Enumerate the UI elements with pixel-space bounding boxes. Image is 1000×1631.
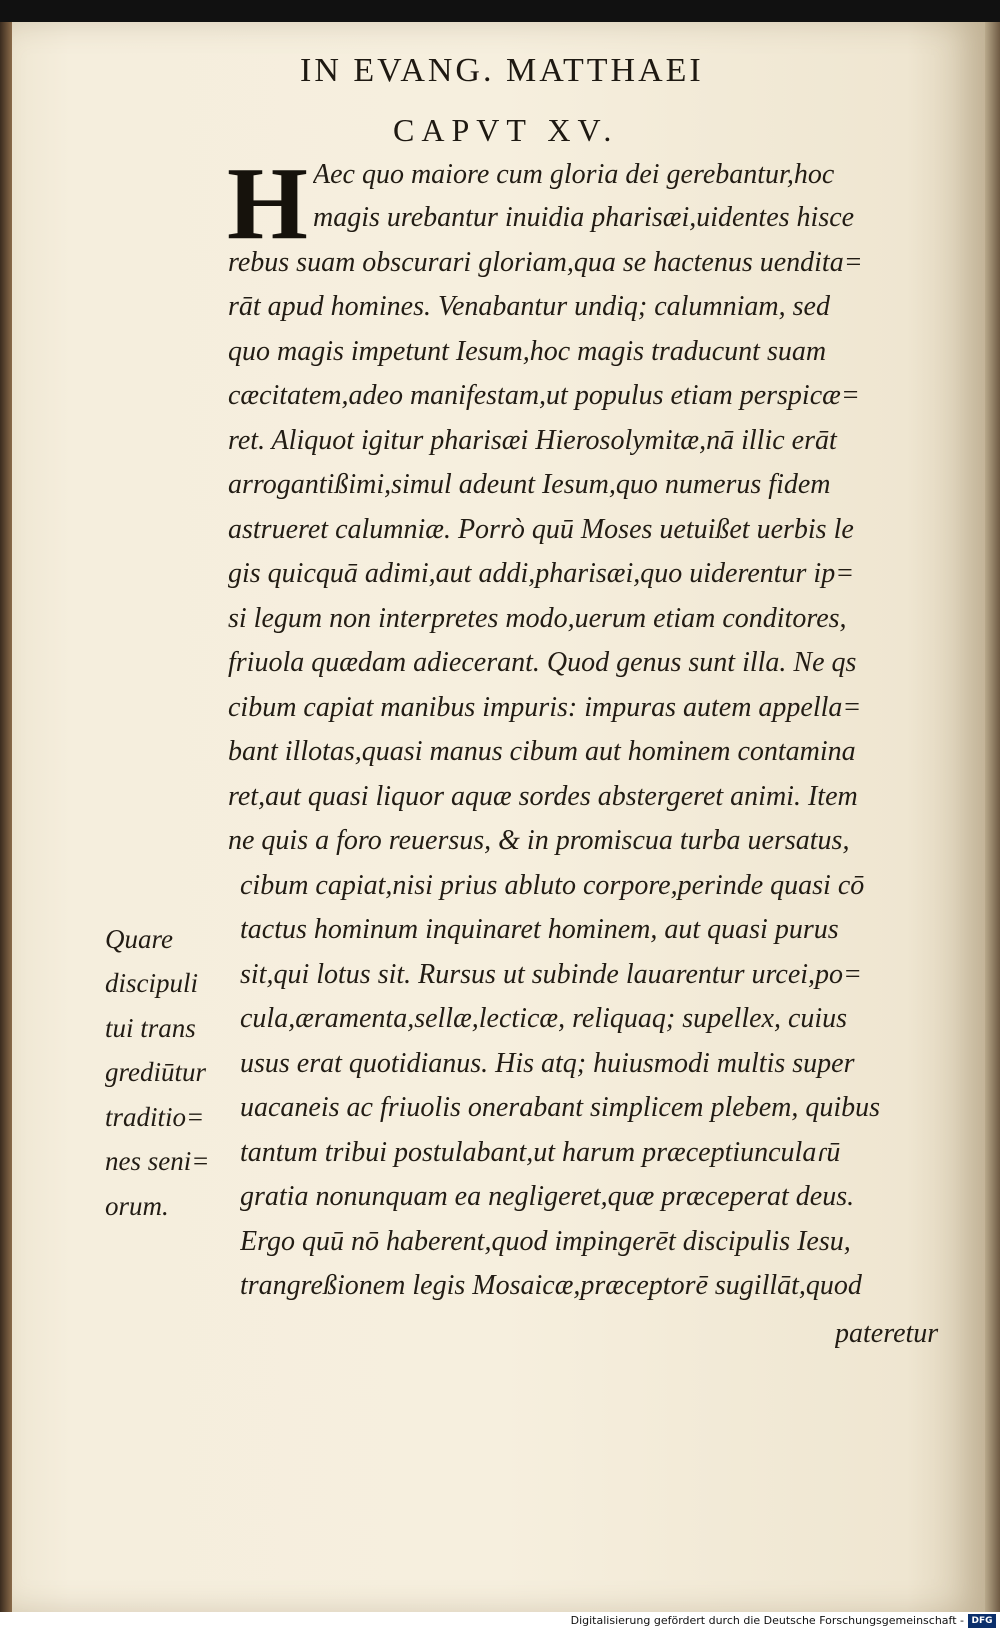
text-line: uacaneis ac friuolis onerabant simplicem plebem, quibus [240,1092,881,1123]
text-line: arrogantißimi,simul adeunt Iesum,quo numerus fidem [228,469,831,500]
text-line: cula,æramenta,sellæ,lecticæ, reliquaq; supellex, cuius [240,1003,848,1034]
text-line: Ergo quū nō haberent,quod impingerēt discipulis Iesu, [240,1226,851,1257]
scan-top-band [0,0,1000,22]
book-edge-right [985,22,1000,1612]
margin-note-line: traditio= [105,1102,205,1132]
text-line: cibum capiat manibus impuris: impuras autem appella= [228,692,862,723]
text-line: ret. Aliquot igitur pharisæi Hierosolymitæ,nā illic erāt [228,425,837,456]
text-line: magis urebantur inuidia pharisæi,uidentes hisce [313,202,855,233]
text-line: rebus suam obscurari gloriam,qua se hactenus uendita= [228,247,863,278]
margin-note-line: Quare [105,924,173,954]
margin-note-line: discipuli [105,968,198,998]
text-line: tantum tribui postulabant,ut harum præceptiunculaɾū [240,1137,841,1168]
text-line: ne quis a foro reuersus, & in promiscua turba uersatus, [228,825,850,856]
dfg-logo: DFG [968,1614,996,1628]
margin-note-line: nes seni= [105,1146,210,1176]
text-line: rāt apud homines. Venabantur undiq; calumniam, sed [228,291,830,322]
chapter-heading: CAPVT XV. [393,112,619,148]
text-line: si legum non interpretes modo,uerum etiam conditores, [228,603,847,634]
text-line: friuola quædam adiecerant. Quod genus sunt illa. Ne qs [228,647,857,678]
margin-note-line: orum. [105,1191,169,1221]
running-header: IN EVANG. MATTHAEI [300,52,704,89]
text-line: Aec quo maiore cum gloria dei gerebantur,hoc [313,159,835,190]
text-line: bant illotas,quasi manus cibum aut hominem contamina [228,736,856,767]
text-line: ret,aut quasi liquor aquæ sordes abstergeret animi. Item [228,781,858,812]
catchword: pateretur [835,1318,939,1349]
text-line: tactus hominum inquinaret hominem, aut quasi purus [240,914,839,945]
text-line: cæcitatem,adeo manifestam,ut populus etiam perspicæ= [228,380,860,411]
text-line: trangreßionem legis Mosaicæ,præceptorē sugillāt,quod [240,1270,862,1301]
text-line: gratia nonunquam ea negligeret,quæ præceperat deus. [240,1181,855,1212]
text-line: quo magis impetunt Iesum,hoc magis traducunt suam [228,336,827,367]
text-line: gis quicquā adimi,aut addi,pharisæi,quo uiderentur ip= [228,558,855,589]
margin-note-line: tui trans [105,1013,196,1043]
drop-cap: H [227,146,308,261]
book-edge-left [0,22,12,1612]
text-line: usus erat quotidianus. His atq; huiusmodi multis super [240,1048,855,1079]
text-line: astrueret calumniæ. Porrò quū Moses uetuißet uerbis le [228,514,854,545]
margin-note-line: grediūtur [105,1057,206,1087]
funding-credit: Digitalisierung gefördert durch die Deutsche Forschungsgemeinschaft - [570,1614,964,1627]
text-line: sit,qui lotus sit. Rursus ut subinde lauarentur urcei,po= [240,959,862,990]
text-line: cibum capiat,nisi prius abluto corpore,perinde quasi cō [240,870,865,901]
